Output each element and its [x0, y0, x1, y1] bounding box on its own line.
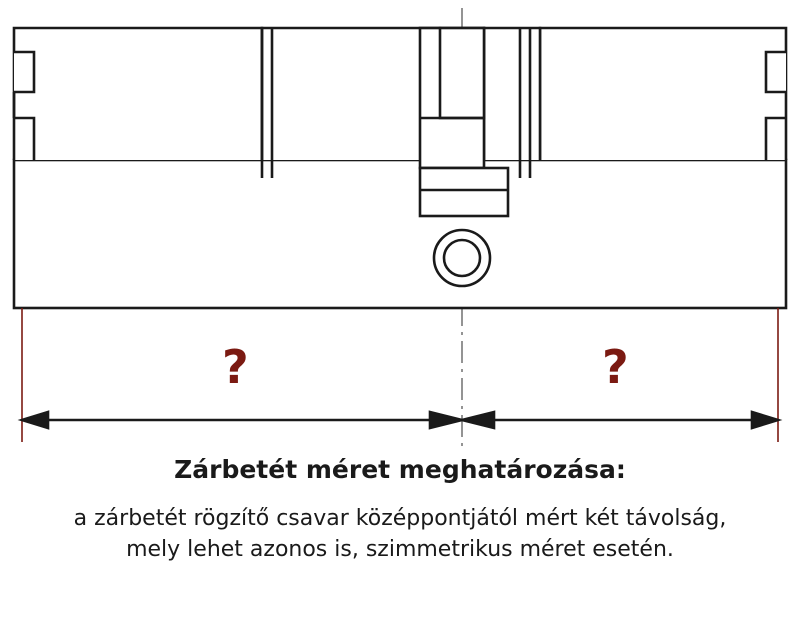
fixing-screw-hole-inner [444, 240, 480, 276]
caption-title: Zárbetét méret meghatározása: [174, 455, 626, 484]
left-end-notch-top [14, 52, 34, 92]
right-barrel-upper [484, 28, 540, 160]
right-end-notch-top [766, 52, 786, 92]
left-upper-profile [14, 28, 262, 160]
arrow-left-outer [22, 412, 48, 428]
cylinder-body [14, 160, 786, 308]
dimension-label-left: ? [222, 340, 249, 394]
caption-block [0, 455, 800, 565]
arrow-right-inner [462, 412, 494, 428]
dimension-label-right: ? [602, 340, 629, 394]
arrow-left-inner [430, 412, 462, 428]
right-upper-profile [540, 28, 786, 160]
arrow-right-outer [752, 412, 778, 428]
cam-inner [440, 28, 484, 118]
cam-lower-block [420, 168, 508, 216]
left-barrel-upper [262, 28, 440, 160]
caption-line-1: a zárbetét rögzítő csavar középpontjától mért két távolság, [73, 506, 727, 531]
caption-line-2: mely lehet azonos is, szimmetrikus méret esetén. [126, 537, 674, 563]
